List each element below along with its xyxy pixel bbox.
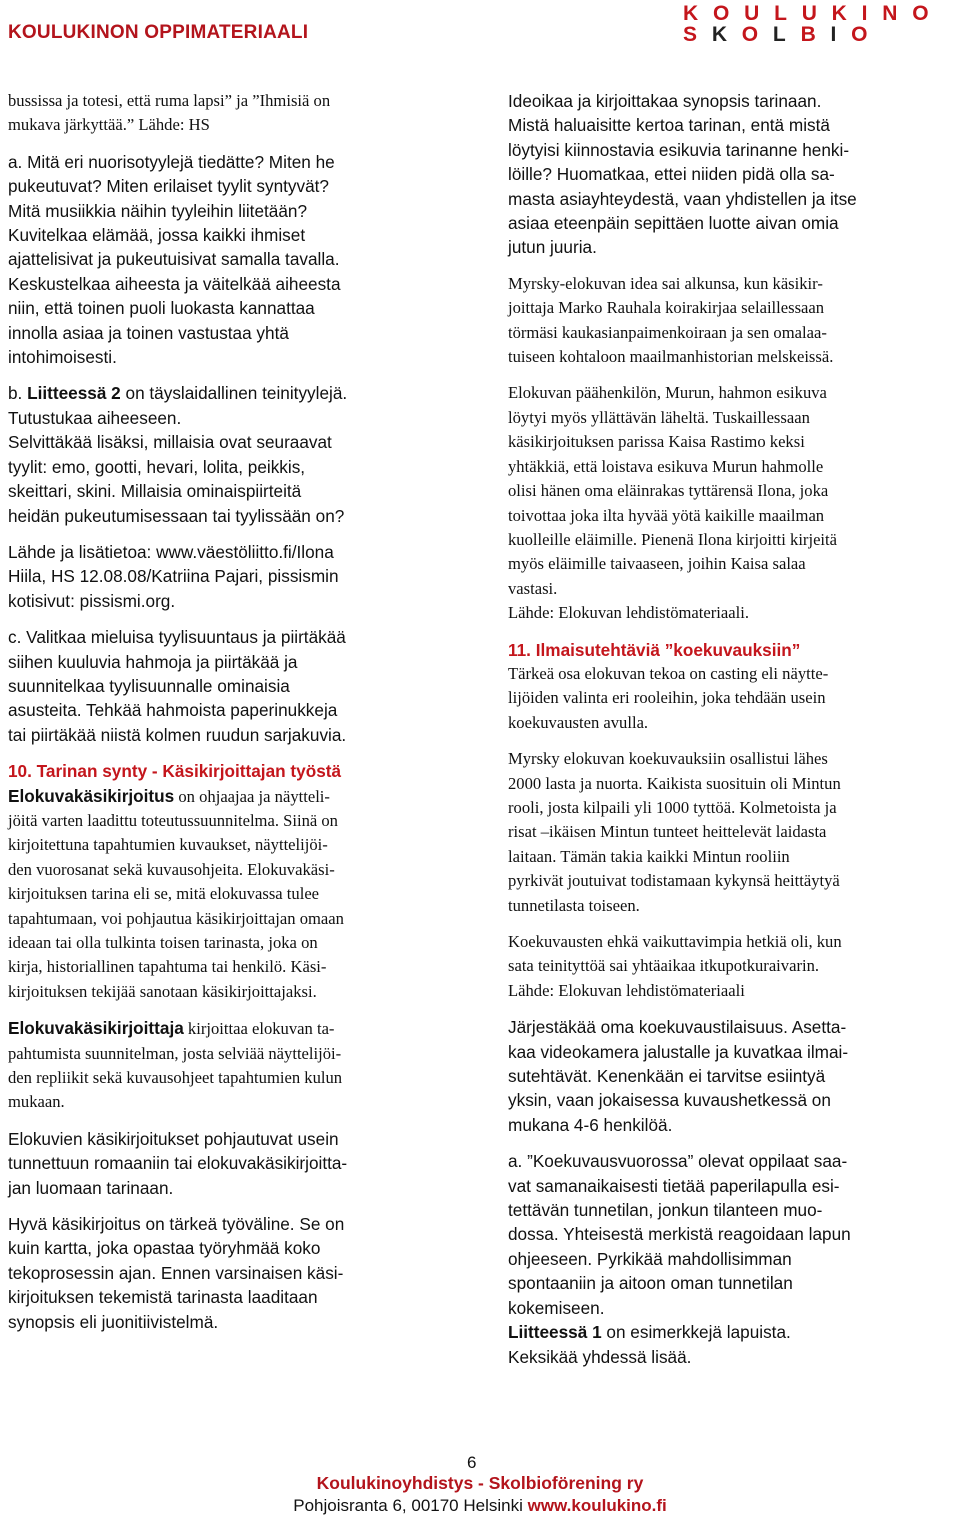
koulukino-logo [683, 3, 955, 45]
logo-line-koulukino: KOULUKINO [683, 2, 944, 25]
task-a: a. Mitä eri nuorisotyylejä tiedätte? Miten he pukeutuvat? Miten erilaiset tyylit syntyvät? Mitä musiikkia näihin tyyleihin liitetään? Kuvitelkaa elämää, jossa kaikki ihmiset ajattelisivat ja pukeutuisivat samalla tavalla. Keskustelkaa aiheesta ja väitelkää aiheesta niin, että toinen puoli luokasta kannattaa innolla asiaa ja toinen vastustaa yhtä intohimoisesti. [8, 151, 341, 368]
footer-website-link[interactable]: www.koulukino.fi [527, 1496, 667, 1515]
footer-address: Pohjoisranta 6, 00170 Helsinki www.koulukino.fi [293, 1496, 667, 1515]
left-column [8, 89, 440, 1334]
synopsis-task: Ideoikaa ja kirjoittakaa synopsis tarinaan. Mistä haluaisitte kertoa tarinan, entä mistä löytyisi kiinnostavia esikuvia tarinanne henki- löille? Huomatkaa, ettei niiden pidä olla sa- masta asiayhteydestä, vaan yhdistellen ja itse asiaa eteenpäin sepittäen luotte aivan omia jutun juuria. [508, 91, 857, 258]
paragraph-screenplays-based-on: Elokuvien käsikirjoitukset pohjautuvat usein tunnettuun romaaniin tai elokuvakäsikirjoitta- jan luomaan tarinaan. [8, 1128, 348, 1198]
paragraph-muru-character: Elokuvan päähenkilön, Murun, hahmon esikuva löytyi myös yllättävän läheltä. Tuskaillessaan käsikirjoituksen parissa Kaisa Rastimo keksi yhtäkkiä, että loistava esikuva Murun hahmolle olisi hänen oma eläinrakas tyttärensä Ilona, joka toivottaa joka ilta hyvää yötä kaikille maailman kuolleille eläimille. Pienenä Ilona kirjoitti kirjeitä myös eläimille taivaaseen, joihin Kaisa salaa vastasi. Lähde: Elokuvan lehdistömateriaali. [508, 383, 838, 623]
section-heading-10: 10. Tarinan synty - Käsikirjoittajan työstä [8, 761, 342, 782]
paragraph-myrsky-auditions: Myrsky elokuvan koekuvauksiin osallistui lähes 2000 lasta ja nuorta. Kaikista suosituin oli Mintun rooli, josta kilpaili yli 1000 tyttöä. Kolmetoista ja risat –ikäisen Mintun tunteet heittelevät laidasta laitaan. Tämän takia kaikki Mintun rooliin pyrkivät joutuivat todistamaan kykynsä heittäytyä tunnetilasta toiseen. [508, 749, 841, 915]
audition-task-a: a. ”Koekuvausvuorossa” olevat oppilaat saa- vat samanaikaisesti tietää paperilapulla esi- tettävän tunnetilan, jonkun tilanteen muo- dossa. Yhteisestä merkistä reagoidaan lapun ohjeeseen. Pyrkikää mahdollisimman spontaaniin ja aitoon oman tunnetilan kokemiseen. Liitteessä 1 on esimerkkejä lapuista. Keksikää yhdessä lisää. [508, 1151, 851, 1367]
page-number: 6 [467, 1453, 477, 1472]
task-c: c. Valitkaa mieluisa tyylisuuntaus ja piirtäkää siihen kuuluvia hahmoja ja piirtäkää ja suunnitelkaa tyylisuunnalle ominaisia asusteita. Tehkää hahmoista paperinukkeja tai piirtäkää niistä kolmen ruudun sarjakuvia. [8, 627, 347, 745]
right-column [508, 89, 940, 1369]
paragraph-intro-quote: bussissa ja totesi, että ruma lapsi” ja ”Ihmisiä on mukava järkyttää.” Lähde: HS [8, 91, 331, 135]
paragraph-screenwriter: Elokuvakäsikirjoittaja kirjoittaa elokuvan ta- pahtumista suunnitelman, josta selviää näyttelijöi- den repliikit sekä kuvausohjeet tapahtumien kulun mukaan. [8, 1018, 343, 1112]
paragraph-myrsky-idea: Myrsky-elokuvan idea sai alkunsa, kun käsikir- joittaja Marko Rauhala koirakirjaa selaillessaan törmäsi kaukasianpaimenkoiraan ja sen omalaa- tuiseen kohtaloon maailmanhistorian melskeissä. [508, 273, 834, 367]
logo-line-skolbio: SKOLBIO [683, 23, 883, 46]
section-heading-11: 11. Ilmaisutehtäviä ”koekuvauksiin” [508, 639, 801, 660]
paragraph-screenplay-definition: Elokuvakäsikirjoitus on ohjaajaa ja näytteli- jöitä varten laadittu toteutussuunnitelma. Siinä on kirjoitettuna tapahtumien kuvaukset, näyttelijöi- den vuorosanat sekä kuvausohjeita. Elokuvakäsi- kirjoituksen tarina eli se, mitä elokuvassa tulee tapahtumaan, voi pohjautua käsikirjoittajan omaan ideaan tai olla tulkinta toisen tarinasta, joka on kirja, historiallinen tapahtuma tai henkilö. Käsi- kirjoituksen tekijää sanotaan käsikirjoittajaksi. [8, 785, 344, 1001]
sources-note: Lähde ja lisätietoa: www.väestöliitto.fi/Ilona Hiila, HS 12.08.08/Katriina Pajari, pissismin kotisivut: pissismi.org. [8, 541, 339, 611]
audition-task: Järjestäkää oma koekuvaustilaisuus. Asetta- kaa videokamera jalustalle ja kuvatkaa ilmai- sutehtävät. Kenenkään ei tarvitse esiintyä yksin, vaan jokaisessa kuvaushetkessä on mukana 4-6 henkilöä. [508, 1017, 849, 1135]
document-header-title: KOULUKINON OPPIMATERIAALI [8, 22, 309, 43]
paragraph-audition-moments: Koekuvausten ehkä vaikuttavimpia hetkiä oli, kun sata teinityttöä sai yhtäaikaa itkupotkuraivarin. Lähde: Elokuvan lehdistömateriaali [508, 932, 842, 1000]
paragraph-casting: Tärkeä osa elokuvan tekoa on casting eli näytte- lijöiden valinta eri rooleihin, joka tehdään usein koekuvausten avulla. [508, 663, 829, 732]
footer-organization: Koulukinoyhdistys - Skolbioförening ry [316, 1473, 644, 1493]
task-b: b. Liitteessä 2 on täyslaidallinen teinityylejä. Tutustukaa aiheeseen. Selvittäkää lisäksi, millaisia ovat seuraavat tyylit: emo, gootti, hevari, lolita, peikkis, skeittari, skini. Millaisia ominaispiirteitä heidän pukeutumisessaan tai tyylissään on? [8, 383, 348, 526]
paragraph-good-screenplay: Hyvä käsikirjoitus on tärkeä työväline. Se on kuin kartta, joka opastaa työryhmää koko tekoprosessin ajan. Ennen varsinaisen käsi- kirjoituksen tekemistä tarinasta laaditaan synopsis eli juonitiivistelmä. [8, 1214, 345, 1332]
